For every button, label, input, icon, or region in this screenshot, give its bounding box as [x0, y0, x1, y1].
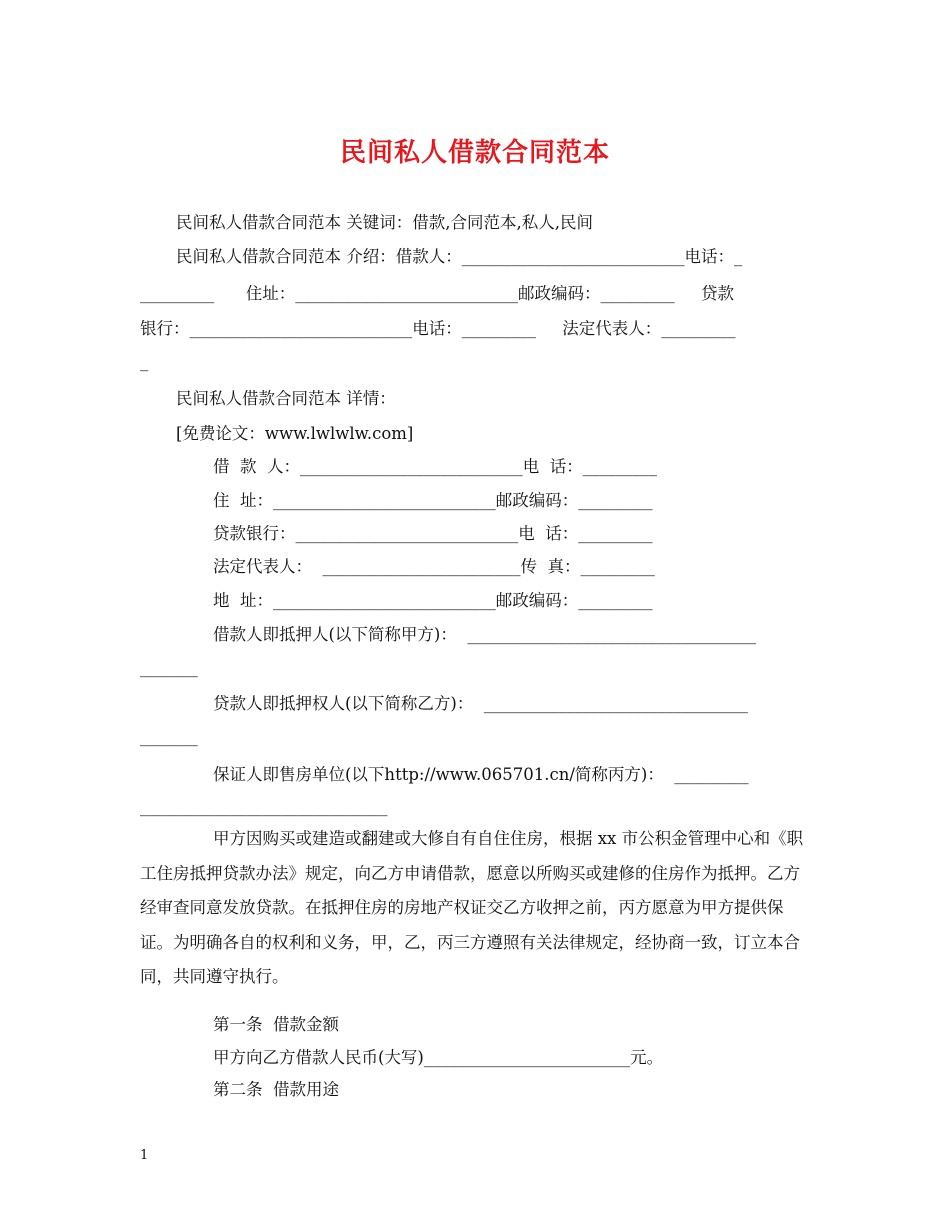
- article-1-heading: 第一条 借款金额: [213, 1015, 339, 1034]
- borrower-field: 借 款 人：___________________________电 话：_________: [213, 457, 657, 476]
- intro-line-2: _________ 住址：___________________________邮政编码：_________ 贷款: [140, 284, 734, 303]
- lending-bank-field: 贷款银行：___________________________电 话：_________: [213, 524, 653, 543]
- intro-line: 民间私人借款合同范本 介绍：借款人：___________________________电话：_: [176, 247, 743, 266]
- party-a-field-cont: _______: [140, 658, 198, 677]
- source-note: [免费论文：www.lwlwlw.com]: [176, 424, 414, 443]
- legal-rep-field: 法定代表人： ________________________传 真：_________: [213, 557, 655, 576]
- page-number: 1: [140, 1148, 149, 1163]
- party-a-field: 借款人即抵押人(以下简称甲方)： ___________________________________: [213, 625, 757, 644]
- address-field: 住 址：___________________________邮政编码：_________: [213, 491, 653, 510]
- party-c-field: 保证人即售房单位(以下http://www.065701.cn/简称丙方)： _________: [213, 765, 749, 784]
- loan-amount-line: 甲方向乙方借款人民币(大写)_________________________元。: [213, 1048, 664, 1067]
- address-field-2: 地 址：___________________________邮政编码：_________: [213, 591, 653, 610]
- party-b-field: 贷款人即抵押权人(以下简称乙方)： ________________________________: [213, 694, 748, 713]
- party-b-field-cont: _______: [140, 727, 198, 746]
- party-c-field-cont: ______________________________: [140, 797, 388, 816]
- keywords-line: 民间私人借款合同范本 关键词：借款,合同范本,私人,民间: [176, 213, 593, 232]
- intro-line-4: _: [140, 352, 149, 371]
- article-2-heading: 第二条 借款用途: [213, 1080, 339, 1099]
- body-paragraph: 甲方因购买或建造或翻建或大修自有自住住房，根据 xx 市公积金管理中心和《职工住房抵押贷款办法》规定，向乙方申请借款，愿意以所购买或建修的住房作为抵押。乙方经审查同意发放贷款。在抵押住房的房地产权证交乙方收押之前，丙方愿意为甲方提供保证。为明确各自的权利和义务，甲，乙，丙三方遵照有关法律规定，经协商一致，订立本合同，共同遵守执行。: [140, 829, 804, 987]
- document-title: 民间私人借款合同范本: [339, 138, 610, 168]
- details-heading: 民间私人借款合同范本 详情：: [176, 389, 396, 408]
- intro-line-3: 银行：___________________________电话：_________ 法定代表人：_________: [140, 319, 736, 338]
